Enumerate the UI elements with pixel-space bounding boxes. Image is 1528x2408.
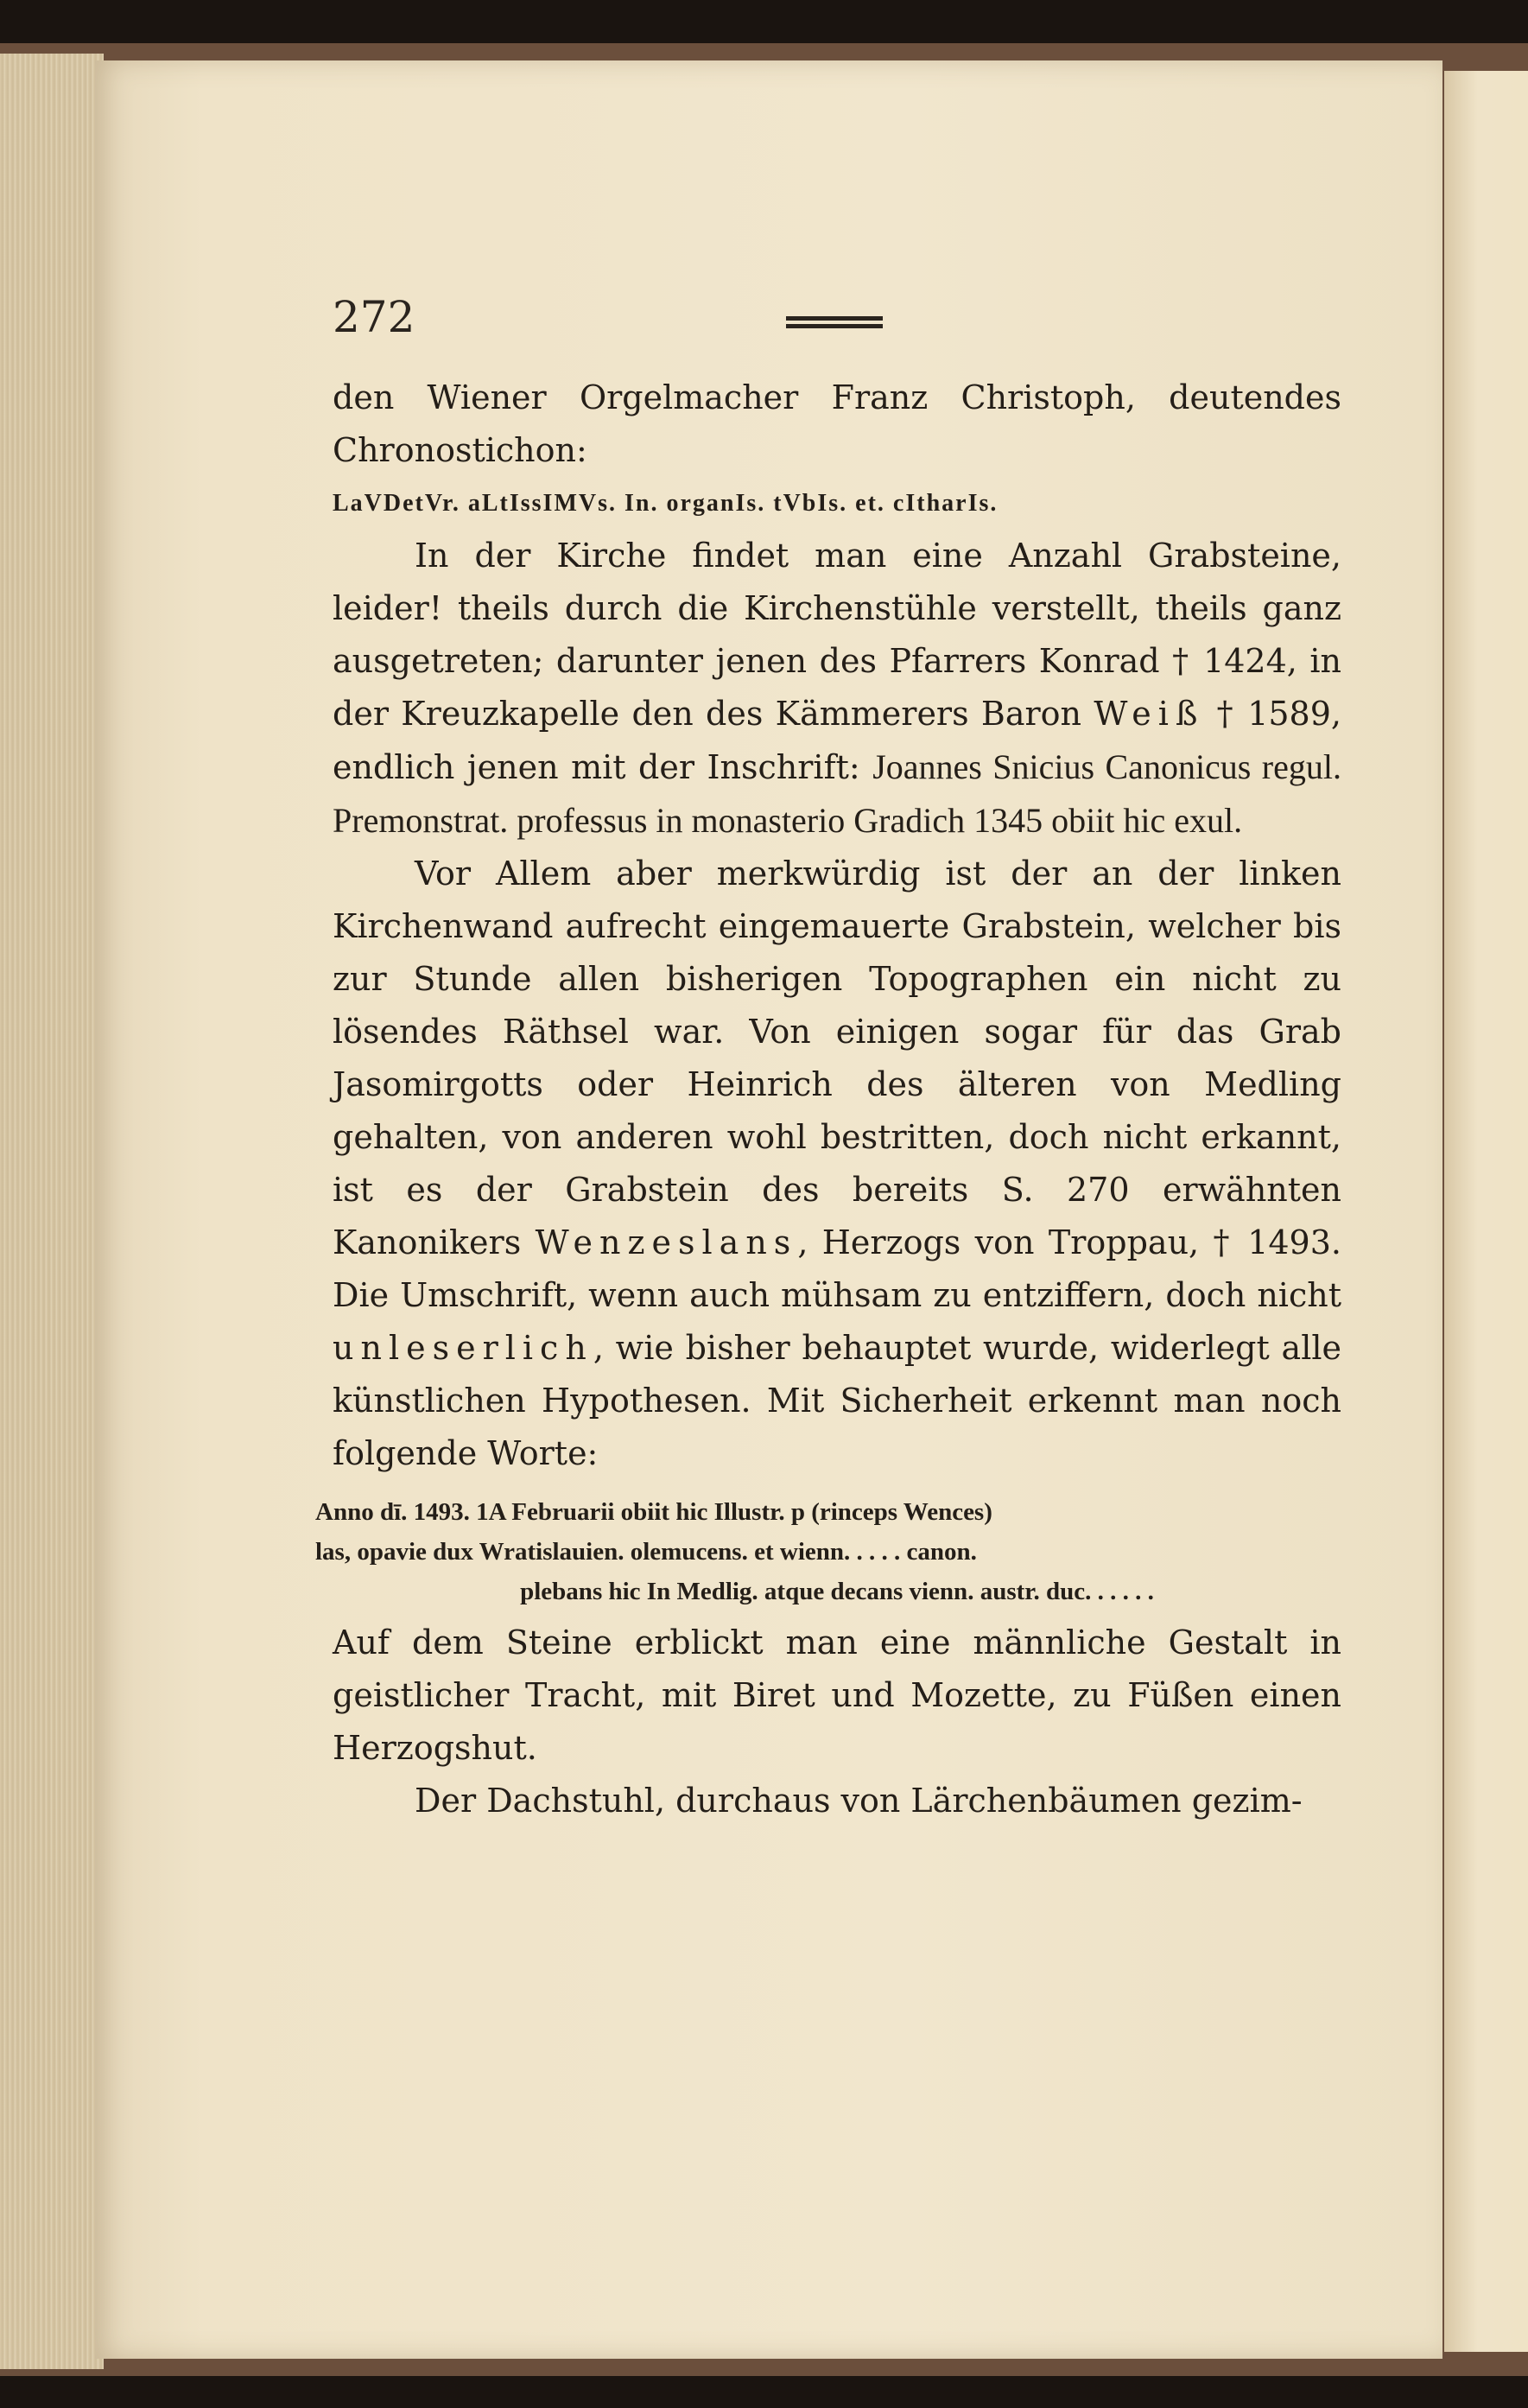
paragraph-4: Auf dem Steine erblickt man eine männliche Gestalt in geistlicher Tracht, mit Biret und Mozette, zu Füßen einen Herzogshut. [333, 1623, 1341, 1767]
tomb-inscription [315, 1492, 1359, 1611]
inscription-line: las, opavie dux Wratislauien. olemucens. et wienn. . . . . canon. [315, 1538, 977, 1566]
paragraph-3-text: Vor Allem aber merkwürdig ist der an der linken Kirchenwand aufrecht eingemauerte Grabstein, welcher bis zur Stunde allen bisherigen Topographen ein nicht zu lösendes Räthsel war. Von einigen sogar für das Grab Jasomirgotts oder Heinrich des älteren von Medling gehalten, von anderen wohl bestritten, doch nicht erkannt, ist es der Grabstein des bereits S. 270 erwähnten Kanonikers [333, 855, 1341, 1261]
page-number: 272 [333, 292, 415, 342]
paragraph-3 [333, 848, 1341, 1480]
facing-page-edge [1444, 71, 1528, 2352]
paragraph-3-text-c: , wie bisher behauptet wurde, widerlegt alle künstlichen Hypothesen. Mit Sicherheit erkennt man noch folgende Worte: [333, 1329, 1341, 1472]
page-header [333, 292, 1343, 353]
latin-inscription: Joannes Snicius Canonicus regul. Premonstrat. professus in monasterio Gradich 1345 obiit hic exul. [333, 747, 1341, 840]
spaced-name-weiss: Weiß [1094, 695, 1205, 733]
page-body [315, 372, 1341, 1827]
header-rule [786, 316, 883, 328]
paragraph-5: Der Dachstuhl, durchaus von Lärchenbäumen gezim- [415, 1782, 1303, 1820]
paragraph-1: den Wiener Orgelmacher Franz Christoph, deutendes Chronostichon: [333, 378, 1341, 469]
paragraph-3-text-b: , Herzogs von Troppau, † 1493. Die Umschrift, wenn auch mühsam zu entziffern, doch nicht [333, 1223, 1341, 1314]
paragraph-2 [333, 530, 1341, 848]
spaced-word-unleserlich: unleserlich [333, 1329, 593, 1367]
paragraph-2-text-b: † 1589, endlich jenen mit der Inschrift: [333, 695, 1341, 786]
inscription-line: Anno dī. 1493. 1A Februarii obiit hic Illustr. p (rinceps Wences) [315, 1498, 992, 1526]
chronostichon: LaVDetVr. aLtIssIMVs. In. organIs. tVbIs. et. cItharIs. [333, 490, 999, 517]
spaced-name-wenzeslans: Wenzeslans [535, 1223, 798, 1261]
inscription-line: plebans hic In Medlig. atque decans vienn. austr. duc. . . . . . [520, 1578, 1154, 1605]
page-edges [0, 54, 104, 2369]
paragraph-2-text: In der Kirche findet man eine Anzahl Grabsteine, leider! theils durch die Kirchenstühle verstellt, theils ganz ausgetreten; darunter jenen des Pfarrers Konrad † 1424, in der Kreuzkapelle den des Kämmerers Baron [333, 537, 1341, 733]
